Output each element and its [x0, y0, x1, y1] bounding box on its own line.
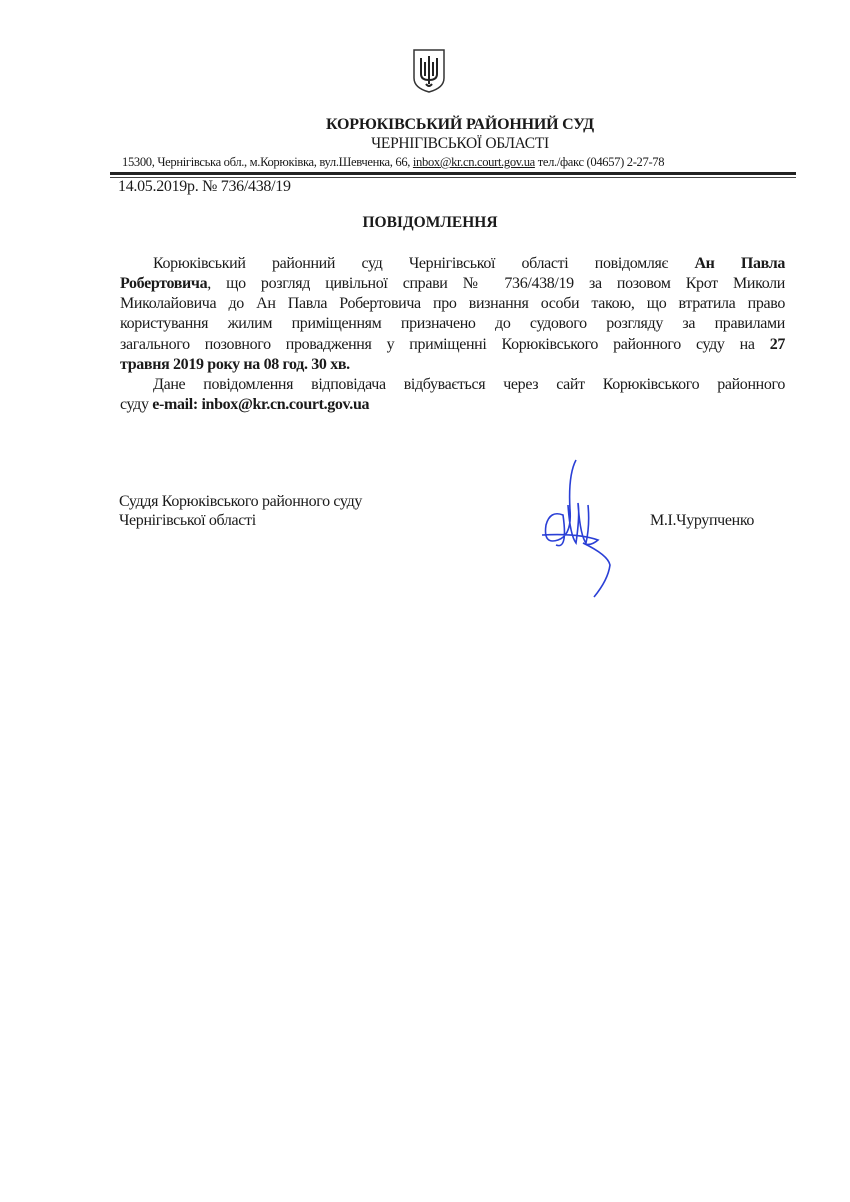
court-email-link[interactable]: inbox@kr.cn.court.gov.ua: [412, 155, 535, 169]
body-line: [120, 355, 785, 375]
defendant-name: Робертовича: [120, 275, 208, 292]
body-line: [120, 335, 785, 355]
body-line: [153, 254, 785, 274]
body-line: [120, 274, 785, 294]
header-rule: [110, 172, 796, 175]
hearing-date: травня 2019 року на 08 год. 30 хв.: [120, 356, 350, 373]
handwritten-signature: [528, 455, 628, 605]
court-address-line: [122, 155, 786, 170]
text: Корюківський районний суд Чернігівської області повідомляє: [153, 255, 669, 272]
body-line: користування жилим приміщенням призначено до судового розгляду за правилами: [120, 315, 785, 332]
document-heading: ПОВІДОМЛЕННЯ: [362, 214, 498, 231]
body-line: [120, 395, 785, 415]
text: загального позовного провадження у приміщенні Корюківського районного суду на: [120, 336, 755, 353]
body-line: Дане повідомлення відповідача відбувається через сайт Корюківського районного: [153, 376, 785, 393]
defendant-name: Ан Павла: [694, 255, 786, 272]
court-region: ЧЕРНІГІВСЬКОЇ ОБЛАСТІ: [371, 135, 549, 152]
signer-position: Суддя Корюківського районного суду: [119, 493, 363, 510]
signer-region: Чернігівської області: [119, 512, 256, 529]
court-phone: тел./факс (04657) 2-27-78: [537, 155, 665, 169]
court-name: КОРЮКІВСЬКИЙ РАЙОННИЙ СУД: [326, 116, 594, 133]
hearing-date: 27: [769, 336, 786, 353]
email-reference: e-mail: inbox@kr.cn.court.gov.ua: [152, 396, 370, 413]
signer-name: М.І.Чурупченко: [650, 512, 755, 529]
coat-of-arms-icon: [412, 48, 446, 94]
date-reference: 14.05.2019р. № 736/438/19: [118, 178, 291, 195]
text: , що розгляд цивільної справи № 736/438/19 за позовом Крот Миколи: [207, 275, 785, 292]
court-address: 15300, Чернігівська обл., м.Корюківка, вул.Шевченка, 66,: [122, 155, 411, 169]
text: суду: [120, 396, 149, 413]
body-line: Миколайовича до Ан Павла Робертовича про визнання особи такою, що втратила право: [120, 295, 785, 312]
